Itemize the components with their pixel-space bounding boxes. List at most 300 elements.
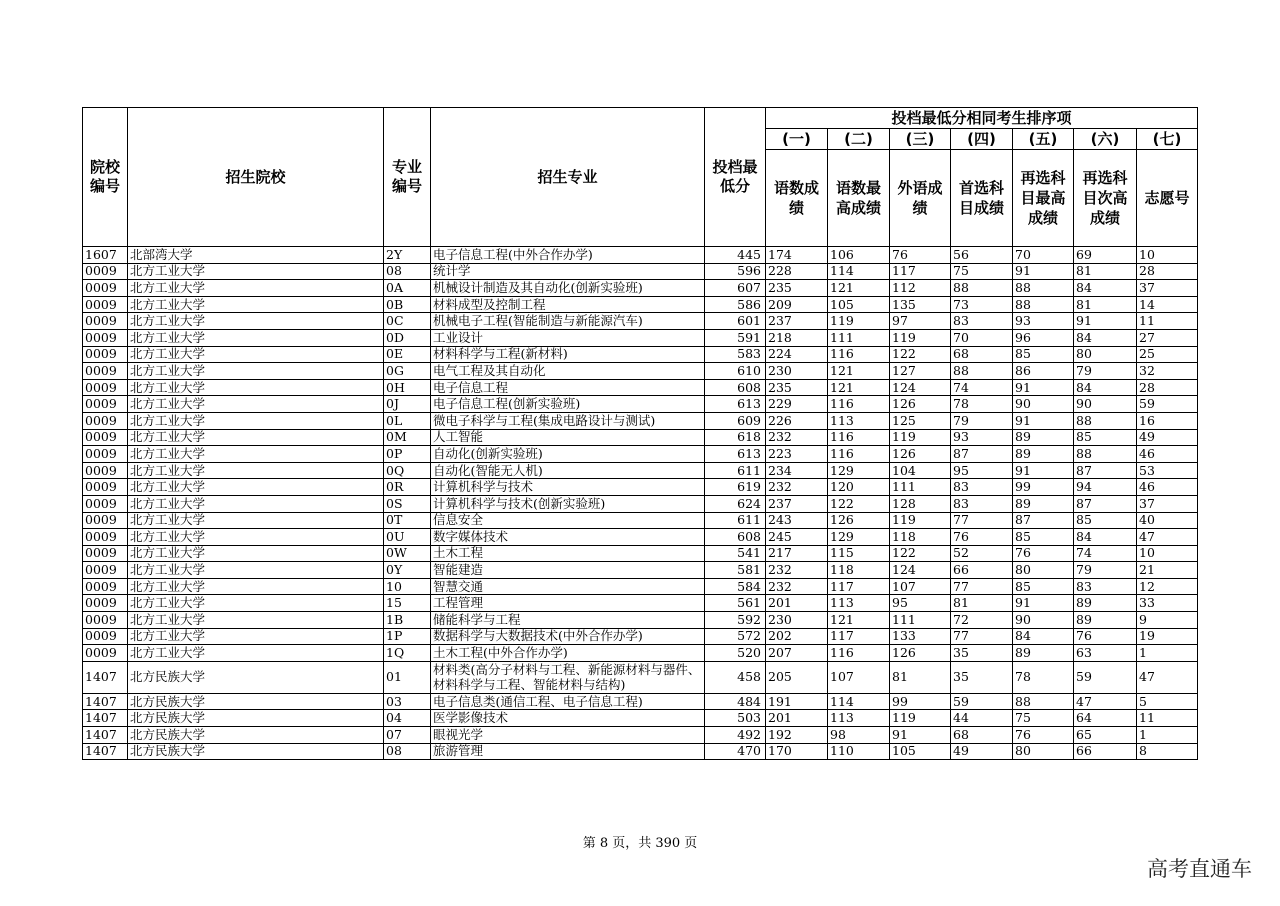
- header-seq-5: (五): [1013, 129, 1074, 150]
- cell-elective-second: 87: [1074, 495, 1137, 512]
- cell-elective-max: 99: [1013, 479, 1074, 496]
- cell-elective-second: 94: [1074, 479, 1137, 496]
- cell-major-code: 0U: [384, 529, 431, 546]
- cell-major-name: 智能建造: [431, 562, 705, 579]
- cell-chinese-math-max: 105: [828, 296, 890, 313]
- cell-major-name: 电子信息类(通信工程、电子信息工程): [431, 693, 705, 710]
- cell-elective-second: 79: [1074, 363, 1137, 380]
- cell-school-code: 0009: [83, 313, 128, 330]
- cell-min-score: 561: [705, 595, 766, 612]
- cell-major-name: 数据科学与大数据技术(中外合作办学): [431, 628, 705, 645]
- cell-foreign-language: 126: [890, 446, 951, 463]
- cell-chinese-math-score: 232: [766, 562, 828, 579]
- header-chinese-math-score: 语数成绩: [766, 150, 828, 247]
- cell-major-name: 统计学: [431, 263, 705, 280]
- cell-foreign-language: 126: [890, 396, 951, 413]
- cell-elective-second: 89: [1074, 612, 1137, 629]
- cell-foreign-language: 76: [890, 247, 951, 264]
- header-school-code: 院校编号: [83, 108, 128, 247]
- cell-school-name: 北方工业大学: [128, 495, 384, 512]
- cell-school-name: 北方工业大学: [128, 462, 384, 479]
- cell-major-name: 计算机科学与技术(创新实验班): [431, 495, 705, 512]
- cell-preference-no: 47: [1137, 661, 1198, 693]
- cell-chinese-math-max: 114: [828, 693, 890, 710]
- cell-school-name: 北方工业大学: [128, 313, 384, 330]
- cell-school-name: 北方工业大学: [128, 628, 384, 645]
- cell-elective-second: 59: [1074, 661, 1137, 693]
- cell-major-name: 智慧交通: [431, 578, 705, 595]
- cell-first-subject: 77: [951, 628, 1013, 645]
- cell-elective-second: 83: [1074, 578, 1137, 595]
- cell-elective-second: 84: [1074, 280, 1137, 297]
- table-row: [83, 479, 1198, 496]
- cell-foreign-language: 135: [890, 296, 951, 313]
- cell-chinese-math-max: 115: [828, 545, 890, 562]
- cell-major-name: 电子信息工程(中外合作办学): [431, 247, 705, 264]
- table-row: [83, 329, 1198, 346]
- table-row: [83, 247, 1198, 264]
- cell-foreign-language: 124: [890, 379, 951, 396]
- cell-school-code: 0009: [83, 529, 128, 546]
- cell-school-code: 1407: [83, 661, 128, 693]
- cell-chinese-math-max: 121: [828, 379, 890, 396]
- cell-elective-max: 80: [1013, 562, 1074, 579]
- cell-first-subject: 76: [951, 529, 1013, 546]
- cell-foreign-language: 111: [890, 479, 951, 496]
- cell-chinese-math-score: 192: [766, 727, 828, 744]
- cell-school-code: 0009: [83, 595, 128, 612]
- header-chinese-math-max: 语数最高成绩: [828, 150, 890, 247]
- cell-elective-max: 76: [1013, 727, 1074, 744]
- cell-first-subject: 95: [951, 462, 1013, 479]
- cell-school-name: 北方工业大学: [128, 578, 384, 595]
- cell-school-name: 北方工业大学: [128, 479, 384, 496]
- cell-elective-max: 70: [1013, 247, 1074, 264]
- cell-school-name: 北方民族大学: [128, 693, 384, 710]
- cell-major-code: 0Q: [384, 462, 431, 479]
- cell-min-score: 609: [705, 412, 766, 429]
- cell-school-name: 北部湾大学: [128, 247, 384, 264]
- cell-school-code: 0009: [83, 346, 128, 363]
- cell-elective-second: 69: [1074, 247, 1137, 264]
- cell-min-score: 624: [705, 495, 766, 512]
- cell-chinese-math-max: 117: [828, 578, 890, 595]
- cell-preference-no: 9: [1137, 612, 1198, 629]
- cell-preference-no: 46: [1137, 446, 1198, 463]
- cell-school-name: 北方工业大学: [128, 429, 384, 446]
- cell-first-subject: 44: [951, 710, 1013, 727]
- header-seq-1: (一): [766, 129, 828, 150]
- table-row: [83, 296, 1198, 313]
- cell-chinese-math-max: 113: [828, 595, 890, 612]
- cell-elective-max: 78: [1013, 661, 1074, 693]
- cell-major-code: 0D: [384, 329, 431, 346]
- cell-school-name: 北方民族大学: [128, 710, 384, 727]
- cell-foreign-language: 122: [890, 545, 951, 562]
- cell-school-code: 1407: [83, 727, 128, 744]
- cell-min-score: 613: [705, 446, 766, 463]
- cell-elective-second: 85: [1074, 512, 1137, 529]
- cell-chinese-math-score: 218: [766, 329, 828, 346]
- cell-major-code: 08: [384, 263, 431, 280]
- cell-elective-second: 80: [1074, 346, 1137, 363]
- header-foreign-language: 外语成绩: [890, 150, 951, 247]
- cell-major-code: 0H: [384, 379, 431, 396]
- cell-major-code: 0T: [384, 512, 431, 529]
- cell-elective-max: 90: [1013, 396, 1074, 413]
- cell-school-name: 北方民族大学: [128, 727, 384, 744]
- cell-school-code: 0009: [83, 495, 128, 512]
- cell-major-name: 电子信息工程(创新实验班): [431, 396, 705, 413]
- cell-preference-no: 59: [1137, 396, 1198, 413]
- table-row: [83, 595, 1198, 612]
- cell-school-name: 北方工业大学: [128, 396, 384, 413]
- cell-chinese-math-score: 235: [766, 379, 828, 396]
- cell-major-code: 2Y: [384, 247, 431, 264]
- cell-major-code: 08: [384, 743, 431, 760]
- cell-elective-max: 91: [1013, 595, 1074, 612]
- cell-min-score: 572: [705, 628, 766, 645]
- cell-elective-max: 89: [1013, 645, 1074, 662]
- cell-chinese-math-score: 243: [766, 512, 828, 529]
- cell-elective-second: 81: [1074, 296, 1137, 313]
- table-row: [83, 578, 1198, 595]
- cell-elective-max: 85: [1013, 578, 1074, 595]
- cell-elective-max: 91: [1013, 412, 1074, 429]
- cell-foreign-language: 119: [890, 512, 951, 529]
- cell-first-subject: 68: [951, 346, 1013, 363]
- table-row: [83, 545, 1198, 562]
- cell-school-code: 0009: [83, 462, 128, 479]
- admission-score-table: [82, 107, 1198, 760]
- cell-min-score: 611: [705, 462, 766, 479]
- cell-major-name: 材料类(高分子材料与工程、新能源材料与器件、材料科学与工程、智能材料与结构): [431, 661, 705, 693]
- cell-first-subject: 35: [951, 661, 1013, 693]
- cell-chinese-math-max: 111: [828, 329, 890, 346]
- cell-major-name: 材料科学与工程(新材料): [431, 346, 705, 363]
- cell-elective-second: 74: [1074, 545, 1137, 562]
- cell-min-score: 613: [705, 396, 766, 413]
- cell-chinese-math-max: 121: [828, 280, 890, 297]
- cell-preference-no: 12: [1137, 578, 1198, 595]
- cell-chinese-math-max: 110: [828, 743, 890, 760]
- cell-chinese-math-max: 116: [828, 446, 890, 463]
- cell-major-code: 0E: [384, 346, 431, 363]
- cell-min-score: 541: [705, 545, 766, 562]
- table-row: [83, 693, 1198, 710]
- cell-chinese-math-score: 170: [766, 743, 828, 760]
- cell-chinese-math-score: 237: [766, 313, 828, 330]
- cell-school-code: 0009: [83, 429, 128, 446]
- cell-school-name: 北方工业大学: [128, 329, 384, 346]
- cell-major-code: 1B: [384, 612, 431, 629]
- cell-first-subject: 59: [951, 693, 1013, 710]
- cell-first-subject: 83: [951, 495, 1013, 512]
- table-row: [83, 628, 1198, 645]
- cell-chinese-math-score: 207: [766, 645, 828, 662]
- table-row: [83, 710, 1198, 727]
- cell-school-code: 0009: [83, 363, 128, 380]
- cell-first-subject: 73: [951, 296, 1013, 313]
- cell-major-name: 信息安全: [431, 512, 705, 529]
- cell-chinese-math-max: 116: [828, 346, 890, 363]
- cell-major-name: 土木工程: [431, 545, 705, 562]
- cell-preference-no: 27: [1137, 329, 1198, 346]
- cell-major-code: 04: [384, 710, 431, 727]
- cell-foreign-language: 105: [890, 743, 951, 760]
- cell-elective-max: 88: [1013, 693, 1074, 710]
- cell-elective-max: 91: [1013, 379, 1074, 396]
- table-row: [83, 562, 1198, 579]
- cell-elective-max: 91: [1013, 462, 1074, 479]
- table-row: [83, 263, 1198, 280]
- cell-chinese-math-max: 121: [828, 363, 890, 380]
- cell-school-code: 1407: [83, 710, 128, 727]
- cell-major-code: 07: [384, 727, 431, 744]
- cell-foreign-language: 97: [890, 313, 951, 330]
- cell-major-name: 医学影像技术: [431, 710, 705, 727]
- table-row: [83, 396, 1198, 413]
- header-tiebreak-title: 投档最低分相同考生排序项: [766, 108, 1198, 129]
- cell-chinese-math-score: 217: [766, 545, 828, 562]
- cell-min-score: 618: [705, 429, 766, 446]
- cell-min-score: 586: [705, 296, 766, 313]
- table-row: [83, 495, 1198, 512]
- cell-foreign-language: 99: [890, 693, 951, 710]
- cell-elective-second: 89: [1074, 595, 1137, 612]
- cell-min-score: 610: [705, 363, 766, 380]
- cell-chinese-math-max: 114: [828, 263, 890, 280]
- cell-elective-second: 63: [1074, 645, 1137, 662]
- cell-elective-second: 76: [1074, 628, 1137, 645]
- cell-min-score: 592: [705, 612, 766, 629]
- cell-chinese-math-score: 205: [766, 661, 828, 693]
- cell-chinese-math-max: 129: [828, 529, 890, 546]
- cell-major-name: 工业设计: [431, 329, 705, 346]
- cell-first-subject: 68: [951, 727, 1013, 744]
- cell-chinese-math-score: 224: [766, 346, 828, 363]
- cell-major-name: 眼视光学: [431, 727, 705, 744]
- cell-major-name: 数字媒体技术: [431, 529, 705, 546]
- header-seq-4: (四): [951, 129, 1013, 150]
- cell-min-score: 608: [705, 379, 766, 396]
- cell-school-name: 北方工业大学: [128, 446, 384, 463]
- cell-first-subject: 74: [951, 379, 1013, 396]
- cell-first-subject: 49: [951, 743, 1013, 760]
- cell-min-score: 458: [705, 661, 766, 693]
- cell-major-code: 0G: [384, 363, 431, 380]
- cell-major-code: 0A: [384, 280, 431, 297]
- cell-chinese-math-max: 121: [828, 612, 890, 629]
- cell-min-score: 492: [705, 727, 766, 744]
- cell-elective-second: 84: [1074, 329, 1137, 346]
- cell-chinese-math-max: 107: [828, 661, 890, 693]
- cell-chinese-math-score: 230: [766, 363, 828, 380]
- cell-chinese-math-score: 232: [766, 578, 828, 595]
- cell-school-code: 0009: [83, 562, 128, 579]
- cell-major-name: 计算机科学与技术: [431, 479, 705, 496]
- cell-foreign-language: 118: [890, 529, 951, 546]
- cell-preference-no: 28: [1137, 379, 1198, 396]
- cell-preference-no: 1: [1137, 727, 1198, 744]
- cell-school-name: 北方工业大学: [128, 363, 384, 380]
- cell-chinese-math-max: 116: [828, 645, 890, 662]
- cell-foreign-language: 127: [890, 363, 951, 380]
- cell-elective-max: 85: [1013, 529, 1074, 546]
- cell-school-name: 北方工业大学: [128, 562, 384, 579]
- header-elective-max: 再选科目最高成绩: [1013, 150, 1074, 247]
- cell-min-score: 445: [705, 247, 766, 264]
- cell-preference-no: 11: [1137, 710, 1198, 727]
- header-elective-second: 再选科目次高成绩: [1074, 150, 1137, 247]
- cell-chinese-math-max: 129: [828, 462, 890, 479]
- cell-min-score: 584: [705, 578, 766, 595]
- cell-first-subject: 93: [951, 429, 1013, 446]
- cell-chinese-math-max: 106: [828, 247, 890, 264]
- cell-preference-no: 11: [1137, 313, 1198, 330]
- cell-preference-no: 25: [1137, 346, 1198, 363]
- cell-school-name: 北方工业大学: [128, 645, 384, 662]
- cell-min-score: 607: [705, 280, 766, 297]
- header-school-name: 招生院校: [128, 108, 384, 247]
- cell-major-code: 15: [384, 595, 431, 612]
- header-first-subject: 首选科目成绩: [951, 150, 1013, 247]
- cell-preference-no: 46: [1137, 479, 1198, 496]
- cell-elective-second: 65: [1074, 727, 1137, 744]
- cell-elective-second: 88: [1074, 446, 1137, 463]
- cell-school-code: 0009: [83, 578, 128, 595]
- cell-min-score: 520: [705, 645, 766, 662]
- cell-foreign-language: 111: [890, 612, 951, 629]
- table-header: [83, 108, 1198, 247]
- cell-school-name: 北方民族大学: [128, 743, 384, 760]
- cell-chinese-math-score: 201: [766, 595, 828, 612]
- cell-school-code: 0009: [83, 296, 128, 313]
- cell-min-score: 608: [705, 529, 766, 546]
- cell-foreign-language: 81: [890, 661, 951, 693]
- header-seq-3: (三): [890, 129, 951, 150]
- cell-min-score: 601: [705, 313, 766, 330]
- table-row: [83, 462, 1198, 479]
- table-body: [83, 247, 1198, 760]
- cell-min-score: 581: [705, 562, 766, 579]
- cell-major-code: 0S: [384, 495, 431, 512]
- cell-major-code: 1P: [384, 628, 431, 645]
- cell-preference-no: 32: [1137, 363, 1198, 380]
- cell-school-code: 0009: [83, 379, 128, 396]
- table-row: [83, 661, 1198, 693]
- cell-chinese-math-score: 235: [766, 280, 828, 297]
- cell-major-name: 旅游管理: [431, 743, 705, 760]
- cell-first-subject: 52: [951, 545, 1013, 562]
- cell-chinese-math-score: 223: [766, 446, 828, 463]
- table-row: [83, 529, 1198, 546]
- cell-foreign-language: 104: [890, 462, 951, 479]
- cell-foreign-language: 95: [890, 595, 951, 612]
- cell-elective-max: 75: [1013, 710, 1074, 727]
- cell-chinese-math-score: 245: [766, 529, 828, 546]
- watermark-logo-text: 高考直通车: [1147, 857, 1252, 881]
- cell-preference-no: 5: [1137, 693, 1198, 710]
- cell-min-score: 619: [705, 479, 766, 496]
- cell-school-code: 0009: [83, 412, 128, 429]
- cell-elective-max: 76: [1013, 545, 1074, 562]
- cell-major-name: 材料成型及控制工程: [431, 296, 705, 313]
- cell-elective-max: 87: [1013, 512, 1074, 529]
- cell-major-name: 电气工程及其自动化: [431, 363, 705, 380]
- header-preference-no: 志愿号: [1137, 150, 1198, 247]
- cell-preference-no: 33: [1137, 595, 1198, 612]
- cell-elective-max: 85: [1013, 346, 1074, 363]
- cell-chinese-math-score: 209: [766, 296, 828, 313]
- cell-elective-max: 88: [1013, 280, 1074, 297]
- cell-preference-no: 28: [1137, 263, 1198, 280]
- cell-major-name: 自动化(创新实验班): [431, 446, 705, 463]
- cell-elective-second: 84: [1074, 529, 1137, 546]
- cell-elective-max: 91: [1013, 263, 1074, 280]
- cell-first-subject: 88: [951, 363, 1013, 380]
- cell-school-name: 北方工业大学: [128, 296, 384, 313]
- cell-first-subject: 78: [951, 396, 1013, 413]
- cell-elective-max: 86: [1013, 363, 1074, 380]
- cell-first-subject: 77: [951, 578, 1013, 595]
- cell-school-name: 北方工业大学: [128, 612, 384, 629]
- cell-school-name: 北方工业大学: [128, 412, 384, 429]
- cell-chinese-math-max: 118: [828, 562, 890, 579]
- cell-first-subject: 88: [951, 280, 1013, 297]
- cell-elective-second: 81: [1074, 263, 1137, 280]
- cell-foreign-language: 133: [890, 628, 951, 645]
- cell-school-name: 北方工业大学: [128, 512, 384, 529]
- cell-preference-no: 1: [1137, 645, 1198, 662]
- cell-major-code: 0J: [384, 396, 431, 413]
- cell-chinese-math-score: 191: [766, 693, 828, 710]
- cell-elective-second: 66: [1074, 743, 1137, 760]
- cell-major-name: 储能科学与工程: [431, 612, 705, 629]
- cell-elective-max: 89: [1013, 429, 1074, 446]
- cell-preference-no: 37: [1137, 495, 1198, 512]
- cell-min-score: 596: [705, 263, 766, 280]
- cell-foreign-language: 128: [890, 495, 951, 512]
- cell-preference-no: 49: [1137, 429, 1198, 446]
- cell-elective-max: 84: [1013, 628, 1074, 645]
- cell-min-score: 583: [705, 346, 766, 363]
- cell-elective-max: 93: [1013, 313, 1074, 330]
- cell-school-code: 0009: [83, 612, 128, 629]
- cell-school-code: 0009: [83, 479, 128, 496]
- cell-chinese-math-max: 113: [828, 710, 890, 727]
- header-seq-2: (二): [828, 129, 890, 150]
- cell-chinese-math-score: 174: [766, 247, 828, 264]
- cell-preference-no: 21: [1137, 562, 1198, 579]
- table-row: [83, 446, 1198, 463]
- cell-elective-max: 80: [1013, 743, 1074, 760]
- cell-preference-no: 16: [1137, 412, 1198, 429]
- cell-chinese-math-score: 232: [766, 479, 828, 496]
- cell-first-subject: 77: [951, 512, 1013, 529]
- cell-major-code: 0B: [384, 296, 431, 313]
- cell-preference-no: 8: [1137, 743, 1198, 760]
- cell-foreign-language: 124: [890, 562, 951, 579]
- cell-elective-max: 88: [1013, 296, 1074, 313]
- cell-preference-no: 10: [1137, 247, 1198, 264]
- cell-first-subject: 83: [951, 313, 1013, 330]
- table-row: [83, 379, 1198, 396]
- cell-chinese-math-score: 228: [766, 263, 828, 280]
- cell-elective-second: 87: [1074, 462, 1137, 479]
- cell-chinese-math-score: 234: [766, 462, 828, 479]
- table-row: [83, 346, 1198, 363]
